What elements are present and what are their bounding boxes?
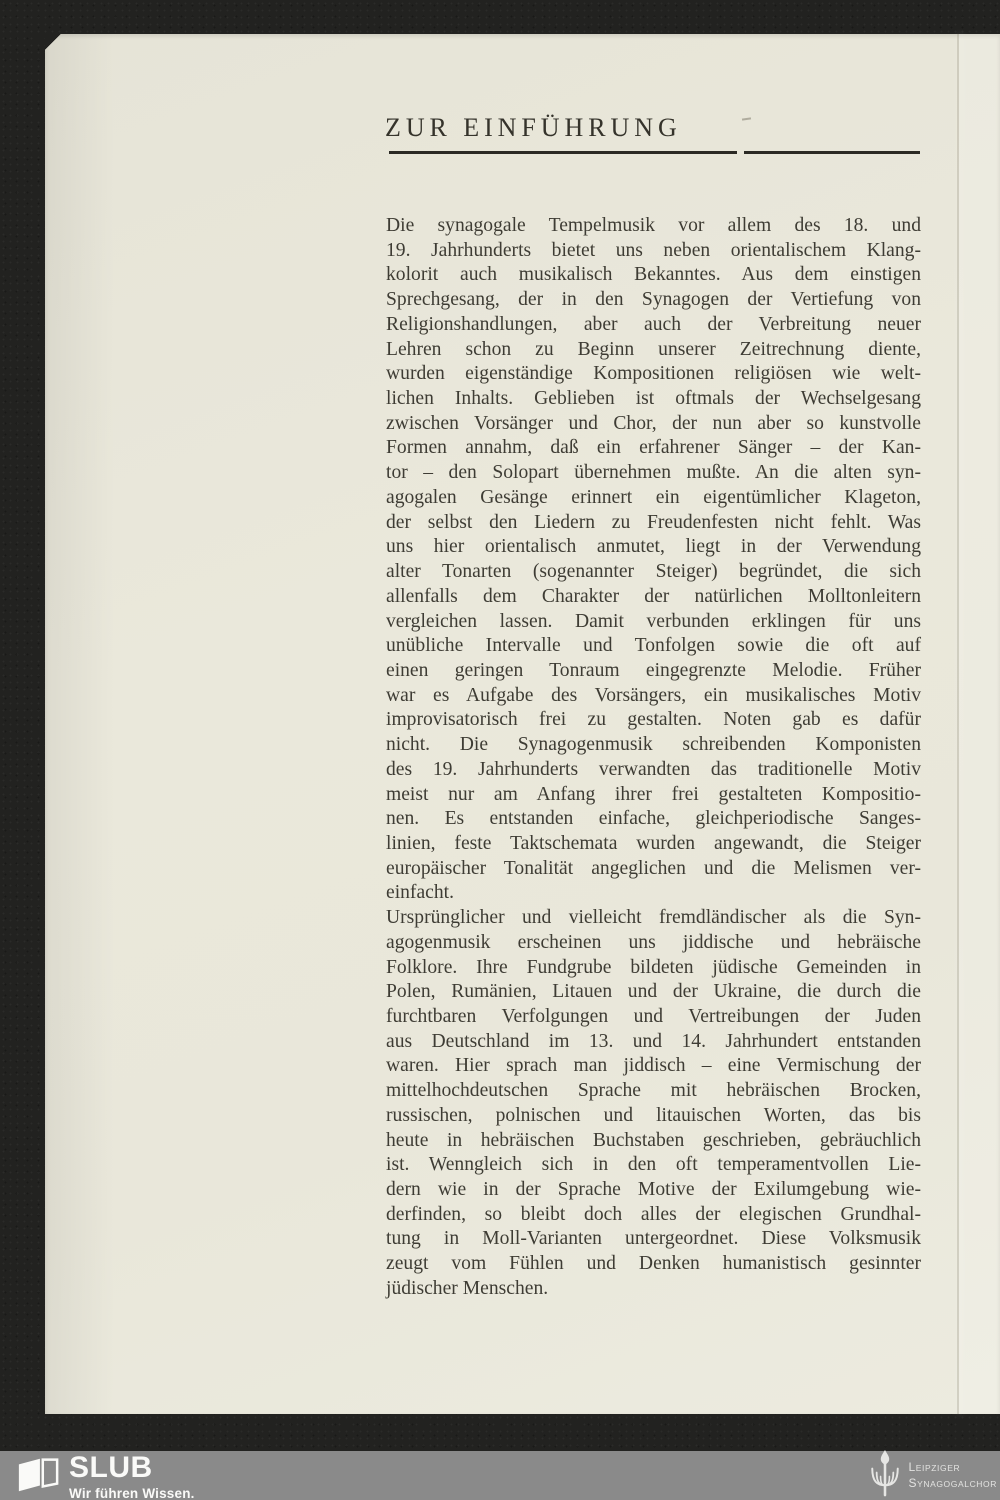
text-line: Folklore. Ihre Fundgrube bildeten jüdische Gemeinden in (386, 956, 921, 978)
text-line: derfinden, so bleibt doch alles der elegischen Grundhal- (386, 1203, 921, 1225)
menorah-icon (866, 1449, 904, 1500)
text-line: war es Aufgabe des Vorsängers, ein musikalisches Motiv (386, 684, 921, 706)
synagogalchor-text-block (908, 1460, 997, 1491)
text-line: zwischen Vorsänger und Chor, der nun aber so kunstvolle (386, 412, 921, 434)
text-line: nen. Es entstanden einfache, gleichperiodische Sanges- (386, 808, 921, 830)
text-line: tor – den Solopart übernehmen mußte. An die alten syn- (386, 462, 921, 484)
text-line: Religionshandlungen, aber auch der Verbreitung neuer (386, 313, 921, 335)
text-line: Die synagogale Tempelmusik vor allem des 18. und (386, 215, 921, 236)
footer-brand-bar (0, 1451, 1000, 1500)
text-line: europäischer Tonalität angeglichen und die Melismen ver- (386, 857, 921, 879)
text-line: des 19. Jahrhunderts verwandten das traditionelle Motiv (386, 758, 921, 780)
text-line: der selbst den Liedern zu Freudenfesten nicht fehlt. Was (386, 511, 921, 533)
scan-artifact-mark (742, 117, 751, 120)
choir-line2: SYNAGOGALCHOR (908, 1475, 997, 1490)
text-line: allenfalls dem Charakter der natürlichen Molltonleitern (386, 585, 921, 607)
text-line: waren. Hier sprach man jiddisch – eine Vermischung der (386, 1055, 921, 1077)
text-line: meist nur am Anfang ihrer frei gestalteten Kompositio- (386, 783, 921, 805)
text-line: ist. Wenngleich sich in den oft temperamentvollen Lie- (386, 1154, 921, 1176)
slub-text-block (69, 1451, 195, 1500)
text-line: einen geringen Tonraum eingegrenzte Melodie. Früher (386, 659, 921, 681)
slub-logo (16, 1451, 195, 1500)
text-line: Sprechgesang, der in den Synagogen der Vertiefung von (386, 289, 921, 311)
text-line: aus Deutschland im 13. und 14. Jahrhundert entstanden (386, 1030, 921, 1052)
page-title: ZUR EINFÜHRUNG (385, 113, 682, 143)
text-line: Formen annahm, daß ein erfahrener Sänger – der Kan- (386, 437, 921, 459)
title-divider-rule (389, 151, 920, 154)
slub-tagline: Wir führen Wissen. (69, 1486, 195, 1500)
slub-name: SLUB (69, 1451, 153, 1484)
text-line: zeugt vom Fühlen und Denken humanistisch gesinnter (386, 1253, 921, 1275)
open-book-icon (16, 1456, 60, 1497)
text-line: kolorit auch musikalisch Bekanntes. Aus dem einstigen (386, 264, 921, 286)
synagogalchor-logo (866, 1451, 997, 1500)
text-line: furchtbaren Verfolgungen und Vertreibungen der Juden (386, 1006, 921, 1027)
text-line: agogenmusik erscheinen uns jiddische und hebräische (386, 931, 921, 953)
body-text (386, 214, 921, 1302)
text-line: lichen Inhalts. Geblieben ist oftmals der Wechselgesang (386, 388, 921, 410)
text-line: agogalen Gesänge erinnert ein eigentümlicher Klageton, (386, 486, 921, 508)
text-line: improvisatorisch frei zu gestalten. Noten gab es dafür (386, 709, 921, 731)
text-line: tung in Moll-Varianten untergeordnet. Diese Volksmusik (386, 1228, 921, 1250)
text-line: alter Tonarten (sogenannter Steiger) begründet, die sich (386, 561, 921, 583)
text-line: wurden eigenständige Kompositionen religiösen wie welt- (386, 363, 921, 385)
text-line: unübliche Intervalle und Tonfolgen sowie die oft auf (386, 635, 921, 657)
document-page (45, 34, 1000, 1414)
text-line: uns hier orientalisch anmutet, liegt in der Verwendung (386, 536, 921, 558)
text-line: dern wie in der Sprache Motive der Exilumgebung wie- (386, 1179, 921, 1201)
text-line: 19. Jahrhunderts bietet uns neben orientalischem Klang- (386, 239, 921, 261)
text-line: vergleichen lassen. Damit verbunden erklingen für uns (386, 610, 921, 632)
text-line: mittelhochdeutschen Sprache mit hebräischen Brocken, (386, 1080, 921, 1102)
paper-right-strip (959, 34, 1000, 1414)
rule-segment-right (744, 151, 920, 154)
text-line: heute in hebräischen Buchstaben geschrieben, gebräuchlich (386, 1129, 921, 1151)
text-line: Lehren schon zu Beginn unserer Zeitrechnung diente, (386, 338, 921, 360)
text-line: russischen, polnischen und litauischen Worten, das bis (386, 1104, 921, 1126)
text-line: einfacht. (386, 882, 454, 904)
text-line: Polen, Rumänien, Litauen und der Ukraine, die durch die (386, 981, 921, 1003)
text-line: nicht. Die Synagogenmusik schreibenden Komponisten (386, 734, 921, 756)
text-line: linien, feste Taktschemata wurden angewandt, die Steiger (386, 832, 921, 854)
choir-line1: LEIPZIGER (908, 1459, 961, 1474)
rule-segment-left (389, 151, 737, 154)
text-line: Ursprünglicher und vielleicht fremdländischer als die Syn- (386, 907, 921, 929)
text-line: jüdischer Menschen. (386, 1277, 549, 1299)
